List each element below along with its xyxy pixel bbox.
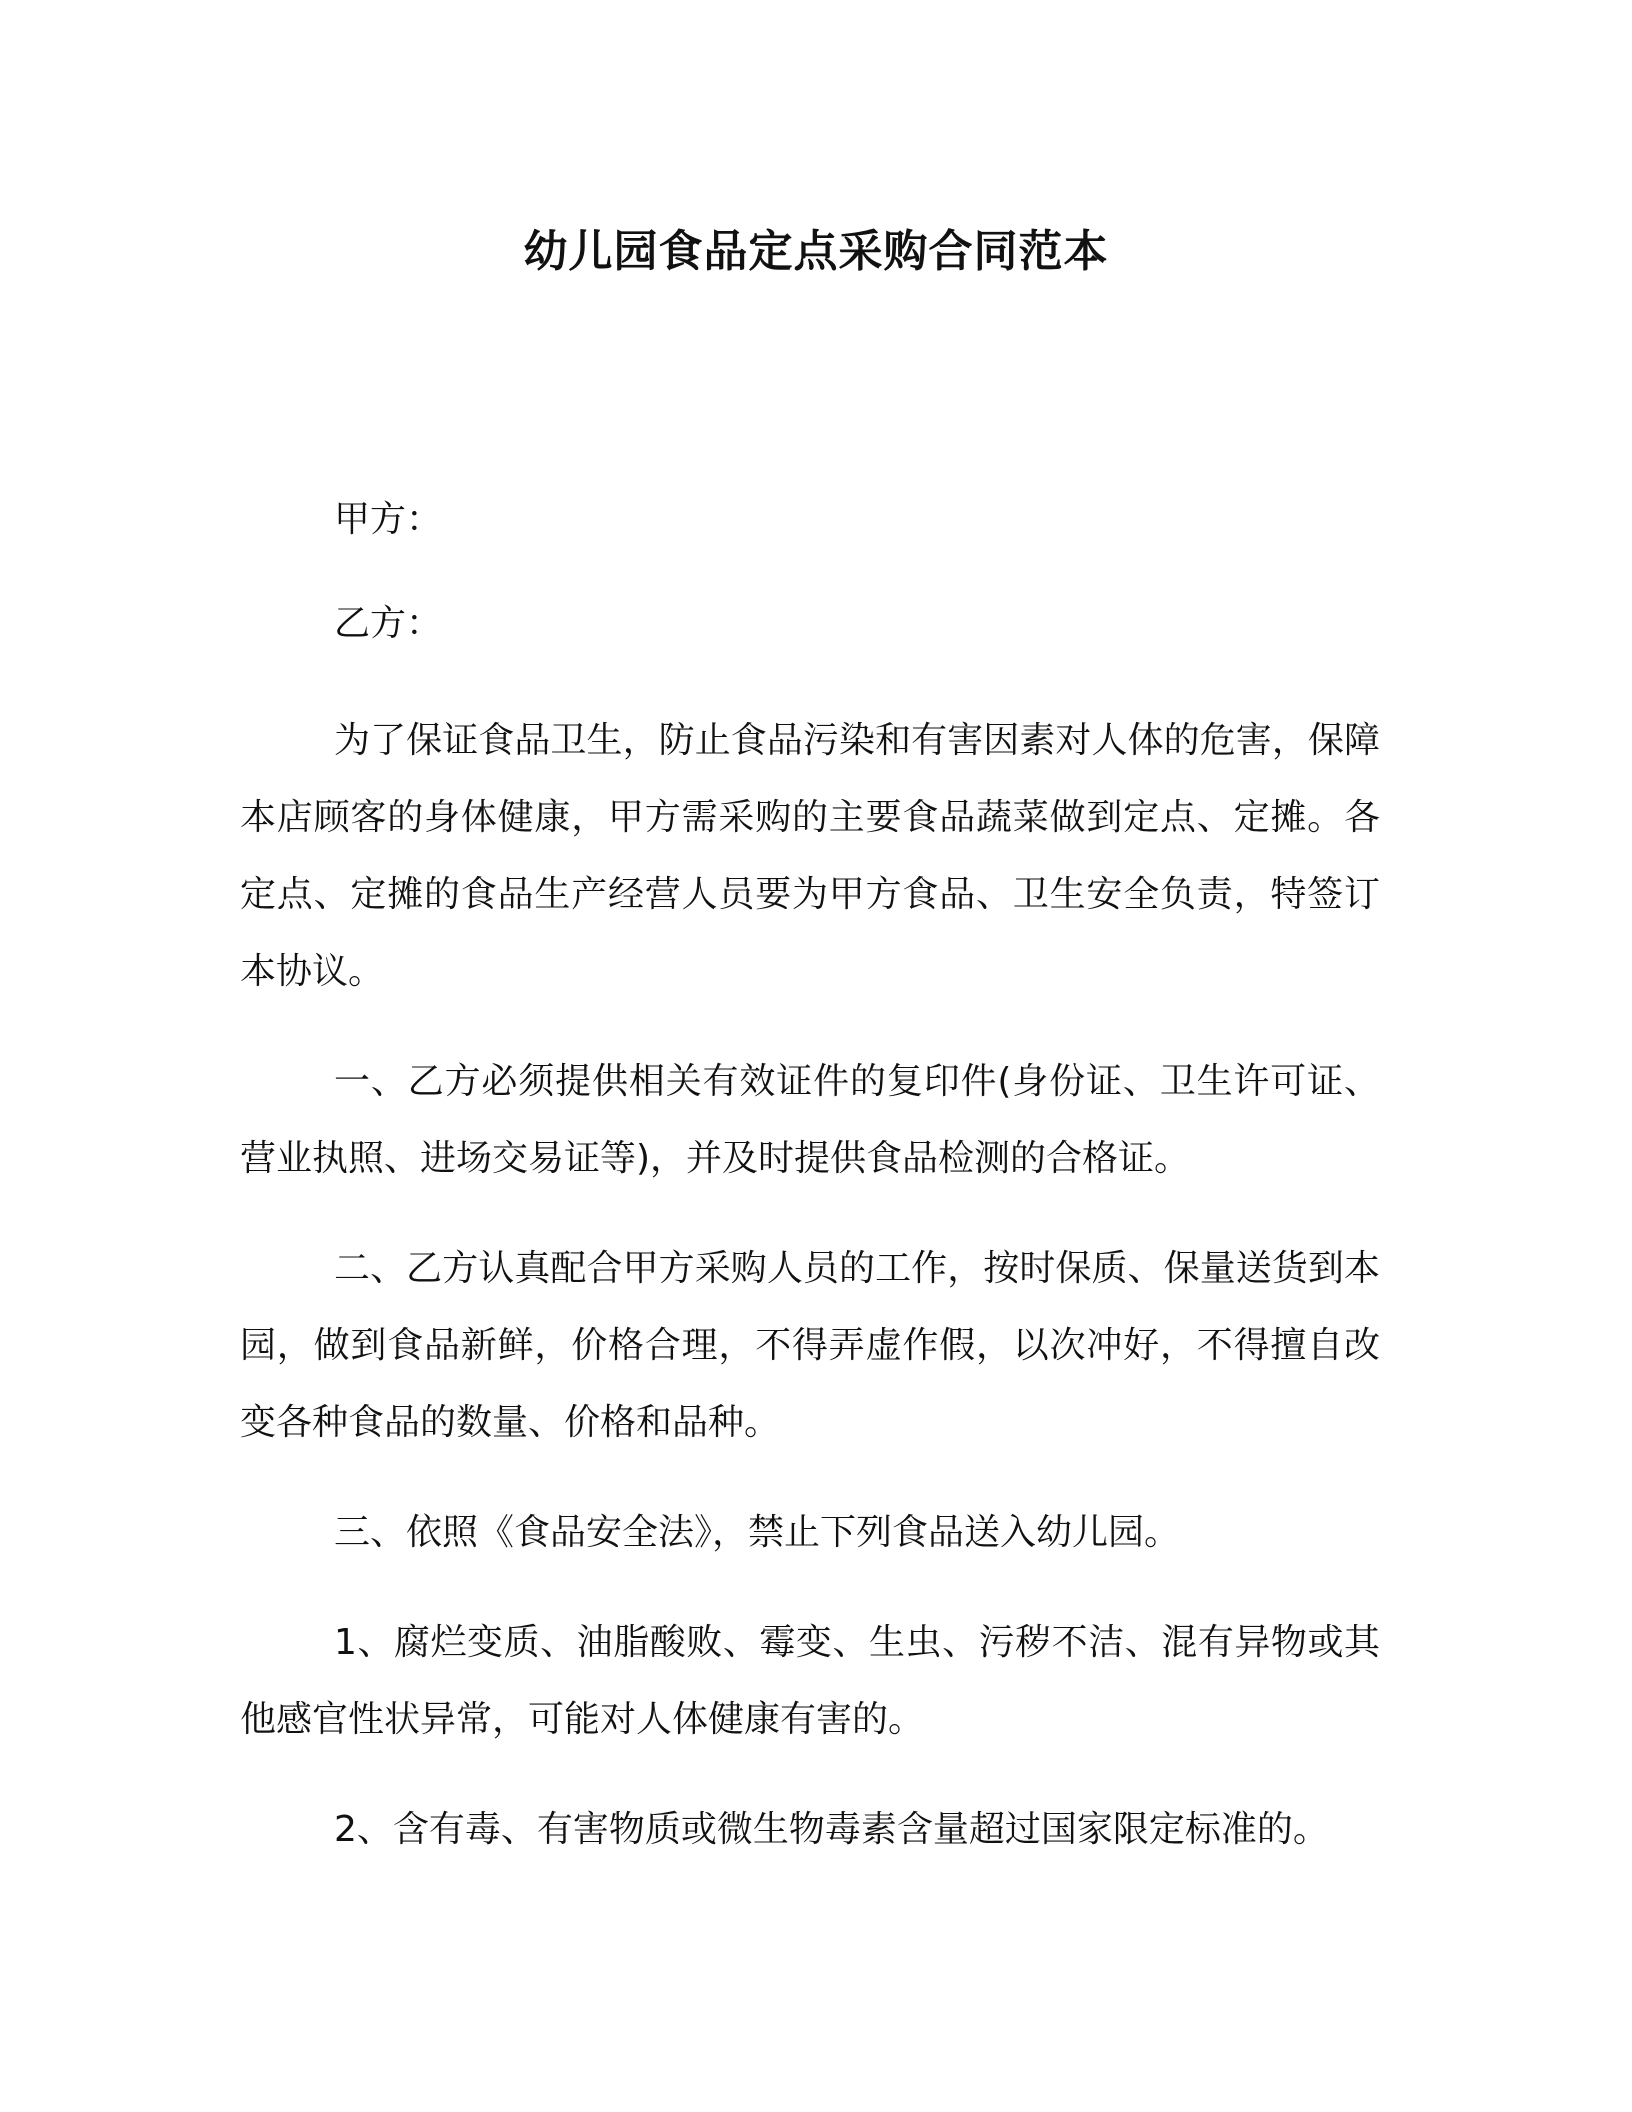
intro-paragraph: 为了保证食品卫生，防止食品污染和有害因素对人体的危害，保障本店顾客的身体健康，甲方需采购的主要食品蔬菜做到定点、定摊。各定点、定摊的食品生产经营人员要为甲方食品、卫生安全负责，特签订本协议。 xyxy=(240,720,1380,992)
party-b-label: 乙方： xyxy=(334,603,443,644)
clause-2-paragraph: 二、乙方认真配合甲方采购人员的工作，按时保质、保量送货到本园，做到食品新鲜，价格合理，不得弄虚作假，以次冲好，不得擅自改变各种食品的数量、价格和品种。 xyxy=(240,1248,1380,1443)
item-1-paragraph: 1、腐烂变质、油脂酸败、霉变、生虫、污秽不洁、混有异物或其他感官性状异常，可能对人体健康有害的。 xyxy=(240,1622,1380,1740)
document-body xyxy=(240,702,1380,1901)
document-title: 幼儿园食品定点采购合同范本 xyxy=(523,226,1109,277)
clause-3-paragraph: 三、依照《食品安全法》，禁止下列食品送入幼儿园。 xyxy=(334,1512,1181,1553)
clause-1-paragraph: 一、乙方必须提供相关有效证件的复印件(身份证、卫生许可证、营业执照、进场交易证等)，并及时提供食品检测的合格证。 xyxy=(240,1061,1380,1179)
party-a-label: 甲方： xyxy=(334,499,443,540)
item-2-paragraph: 2、含有毒、有害物质或微生物毒素含量超过国家限定标准的。 xyxy=(334,1809,1329,1850)
